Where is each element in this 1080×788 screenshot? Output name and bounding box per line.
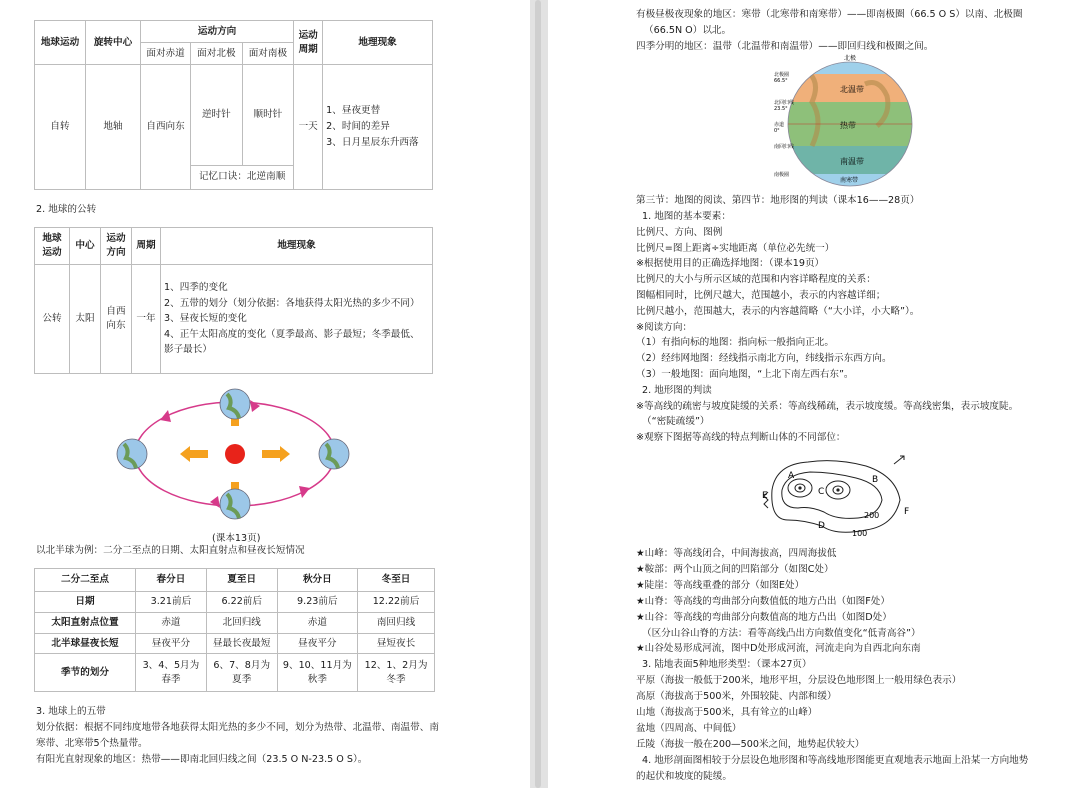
solstice-table [34,568,435,692]
globe-label: 北极圈 [774,72,790,78]
text-line: （“密陡疏缓”） [642,416,710,428]
climate-zone-globe [770,54,930,194]
th-winter: 冬至日 [358,569,435,592]
orbit-caption: (课本13页) [212,533,261,544]
contour-label: 200 [864,511,880,520]
cell: 昼夜平分 [277,633,357,654]
cell: 6、7、8月为夏季 [206,654,277,692]
text-line: 2. 地形图的判读 [642,384,712,396]
row-label-day-length: 北半球昼夜长短 [35,633,136,654]
th-phenomena: 地理现象 [323,21,433,65]
text-line: 高原（海拔高于500米，外围较陡、内部和缓） [636,691,837,703]
th-face-north: 面对北极 [191,43,243,65]
row-label-season: 季节的划分 [35,654,136,692]
text-line: ※根据使用目的正确选择地图：（课本19页） [636,258,825,270]
cell-mnemonic: 记忆口诀：北逆南顺 [191,165,294,189]
cell: 昼夜平分 [136,633,207,654]
zones-basis: 寒带、北寒带5个热量带。 [36,738,148,749]
globe-label: 赤道 [774,122,785,128]
zones-basis: 划分依据：根据不同纬度地带各地获得太阳光热的多少不同，划分为热带、北温带、南温带、南 [36,722,439,733]
phenomena-item: 影子最长） [164,344,212,356]
page-divider [535,0,541,788]
globe-label: 南回归线 [774,144,795,150]
th-face-south: 面对南极 [242,43,294,65]
text-line: （2）经纬网地图：经线指示南北方向，纬线指示东西方向。 [636,353,892,365]
row-label-date: 日期 [35,591,136,612]
cell-period: 一天 [294,65,323,190]
heading-zones: 3. 地球上的五带 [36,706,106,717]
cell-axis: 地轴 [86,65,141,190]
th-motion: 地球运动 [35,21,86,65]
th-autumn: 秋分日 [277,569,357,592]
phenomena-item: 3、日月星辰东升西落 [326,137,419,149]
th-spring: 春分日 [136,569,207,592]
contour-label: F [904,507,910,517]
text-line: 1. 地图的基本要素： [642,211,731,222]
text-line: ★山谷处易形成河流，图中D处形成河流，河流走向为自西北向东南 [636,643,921,655]
globe-label: 南寒带 [840,177,859,184]
cell: 昼最长夜最短 [206,633,277,654]
th-center: 旋转中心 [86,21,141,65]
globe-label: 热带 [840,121,856,130]
globe-label: 北温带 [840,85,864,94]
cell: 赤道 [136,612,207,633]
text-line: ※等高线的疏密与坡度陡缓的关系：等高线稀疏，表示坡度缓。等高线密集，表示坡度陡。 [636,400,1019,412]
orbit-arrow [250,400,260,412]
map-reading-text [636,209,1018,446]
cell-revolution: 公转 [35,265,70,374]
text-line: 平原（海拔一般低于200米，地形平坦，分层设色地形图上一般用绿色表示） [636,675,962,687]
contour-label: E [762,491,768,501]
globe-label: 0° [774,128,780,134]
phenomena-item: 4、正午太阳高度的变化（夏季最高、影子最短；冬季最低、 [164,328,420,340]
polar-text: 有极昼极夜现象的地区：寒带（北寒带和南寒带）——即南极圈（66.5 O S）以南、北极圈 [636,9,1023,20]
orbit-arrow [160,410,171,422]
cell: 6.22前后 [206,591,277,612]
text-line: ※阅读方向： [636,321,693,333]
text-line: （区分山谷山脊的方法：看等高线凸出方向数值变化“低青高谷”） [642,627,921,639]
cell: 12.22前后 [358,591,435,612]
text-line: （1）有指向标的地图：指向标一般指向正北。 [636,337,834,349]
text-line: ★山脊：等高线的弯曲部分向数值低的地方凸出（如图F处） [636,595,890,607]
orbit-arrow [210,496,220,508]
phenomena-item: 2、五带的划分（划分依据：各地获得太阳光热的多少不同） [164,297,420,309]
contour-label: B [872,475,879,485]
text-line: 比例尺的大小与所示区域的范围和内容详略程度的关系： [636,274,876,286]
contour-label: 100 [852,529,868,538]
polar-text: （66.5N O）以北。 [644,25,732,36]
orbit-diagram [110,380,360,530]
cell: 9.23前后 [277,591,357,612]
orbit-arrow [299,486,310,498]
seasons-text: 四季分明的地区：温带（北温带和南温带）——即回归线和极圈之间。 [636,41,934,52]
phenomena-item: 1、四季的变化 [164,282,228,294]
solstice-intro: 以北半球为例：二分二至点的日期、太阳直射点和昼夜长短情况 [36,545,305,556]
text-line: 图幅相同时，比例尺越大，范围越小，表示的内容越详细； [636,289,886,301]
cell: 12、1、2月为冬季 [358,654,435,692]
text-line: 比例尺越小，范围越大，表示的内容越简略（“大小详，小大略”）。 [636,305,920,317]
document-page-right [548,0,1080,788]
row-label-sun-position: 太阳直射点位置 [35,612,136,633]
phenomena-item: 3、昼夜长短的变化 [164,313,247,325]
cell: 北回归线 [206,612,277,633]
cell-dir-south: 顺时针 [242,65,294,166]
th-point: 二分二至点 [35,569,136,592]
contour-label: D [818,521,825,531]
document-page-left [0,0,530,788]
contour-label: C [818,487,825,497]
th-direction: 运动方向 [101,228,132,265]
th-motion: 地球运动 [35,228,70,265]
landform-text [636,546,1028,785]
text-line: 比例尺、方向、图例 [636,226,723,238]
text-line: ★山谷：等高线的弯曲部分向数值高的地方凸出（如图D处） [636,611,892,623]
rotation-table [34,20,433,190]
cell: 南回归线 [358,612,435,633]
text-line: 丘陵（海拔一般在200—500米之间，地势起伏较大） [636,738,865,750]
th-direction: 运动方向 [141,21,294,43]
globe-label: 66.5° [774,78,788,84]
text-line: ★鞍部：两个山顶之间的凹陷部分（如图C处） [636,563,834,575]
text-line: （3）一般地图：面向地图，“上北下南左西右东”。 [636,368,854,380]
th-phenomena: 地理现象 [161,228,433,265]
cell-period: 一年 [132,265,161,374]
th-period: 周期 [132,228,161,265]
cell: 3、4、5月为春季 [136,654,207,692]
cell-phenomena [323,65,433,190]
text-line: 的起伏和坡度的陡缓。 [636,770,732,782]
cell: 昼短夜长 [358,633,435,654]
th-center: 中心 [70,228,101,265]
globe-label: 南温带 [840,157,864,166]
globe-label: 北回归线 [774,100,795,106]
cell-rotation: 自转 [35,65,86,190]
section-heading: 第三节：地图的阅读、第四节：地形图的判读（课本16——28页） [636,195,920,206]
cell-dir-equator: 自西向东 [141,65,191,190]
revolution-table [34,227,433,374]
phenomena-item: 2、时间的差异 [326,121,390,133]
text-line: 山地（海拔高于500米，具有耸立的山峰） [636,707,818,719]
th-summer: 夏至日 [206,569,277,592]
phenomena-item: 1、昼夜更替 [326,105,381,117]
globe-label: 23.5° [774,106,788,112]
th-period: 运动周期 [294,21,323,65]
text-line: ★山峰：等高线闭合，中间海拔高，四周海拔低 [636,548,837,559]
globe-label: 北极 [843,55,857,62]
th-face-equator: 面对赤道 [141,43,191,65]
globe-label: 南极圈 [774,172,790,178]
page-gutter [530,0,548,788]
sun-icon [225,444,245,464]
contour-map [760,452,920,544]
cell-direction: 自西向东 [101,265,132,374]
text-line: 盆地（四周高、中间低） [636,722,742,734]
cell: 9、10、11月为秋季 [277,654,357,692]
direct-sun-text: 有阳光直射现象的地区：热带——即南北回归线之间（23.5 O N-23.5 O S）。 [36,754,368,765]
cell: 赤道 [277,612,357,633]
text-line: ★陡崖：等高线重叠的部分（如图E处） [636,579,805,591]
cell-phenomena [161,265,433,374]
text-line: ※观察下图据等高线的特点判断山体的不同部位： [636,432,846,444]
text-line: 比例尺=图上距离÷实地距离（单位必先统一） [636,242,835,254]
text-line: 3. 陆地表面5种地形类型：（课本27页） [642,659,812,671]
contour-label: A [788,471,795,481]
cell: 3.21前后 [136,591,207,612]
heading-revolution: 2. 地球的公转 [36,204,97,215]
cell-sun: 太阳 [70,265,101,374]
cell-dir-north: 逆时针 [191,65,243,166]
text-line: 4. 地形剖面图相较于分层设色地形图和等高线地形图能更直观地表示地面上沿某一方向地势 [642,754,1029,766]
